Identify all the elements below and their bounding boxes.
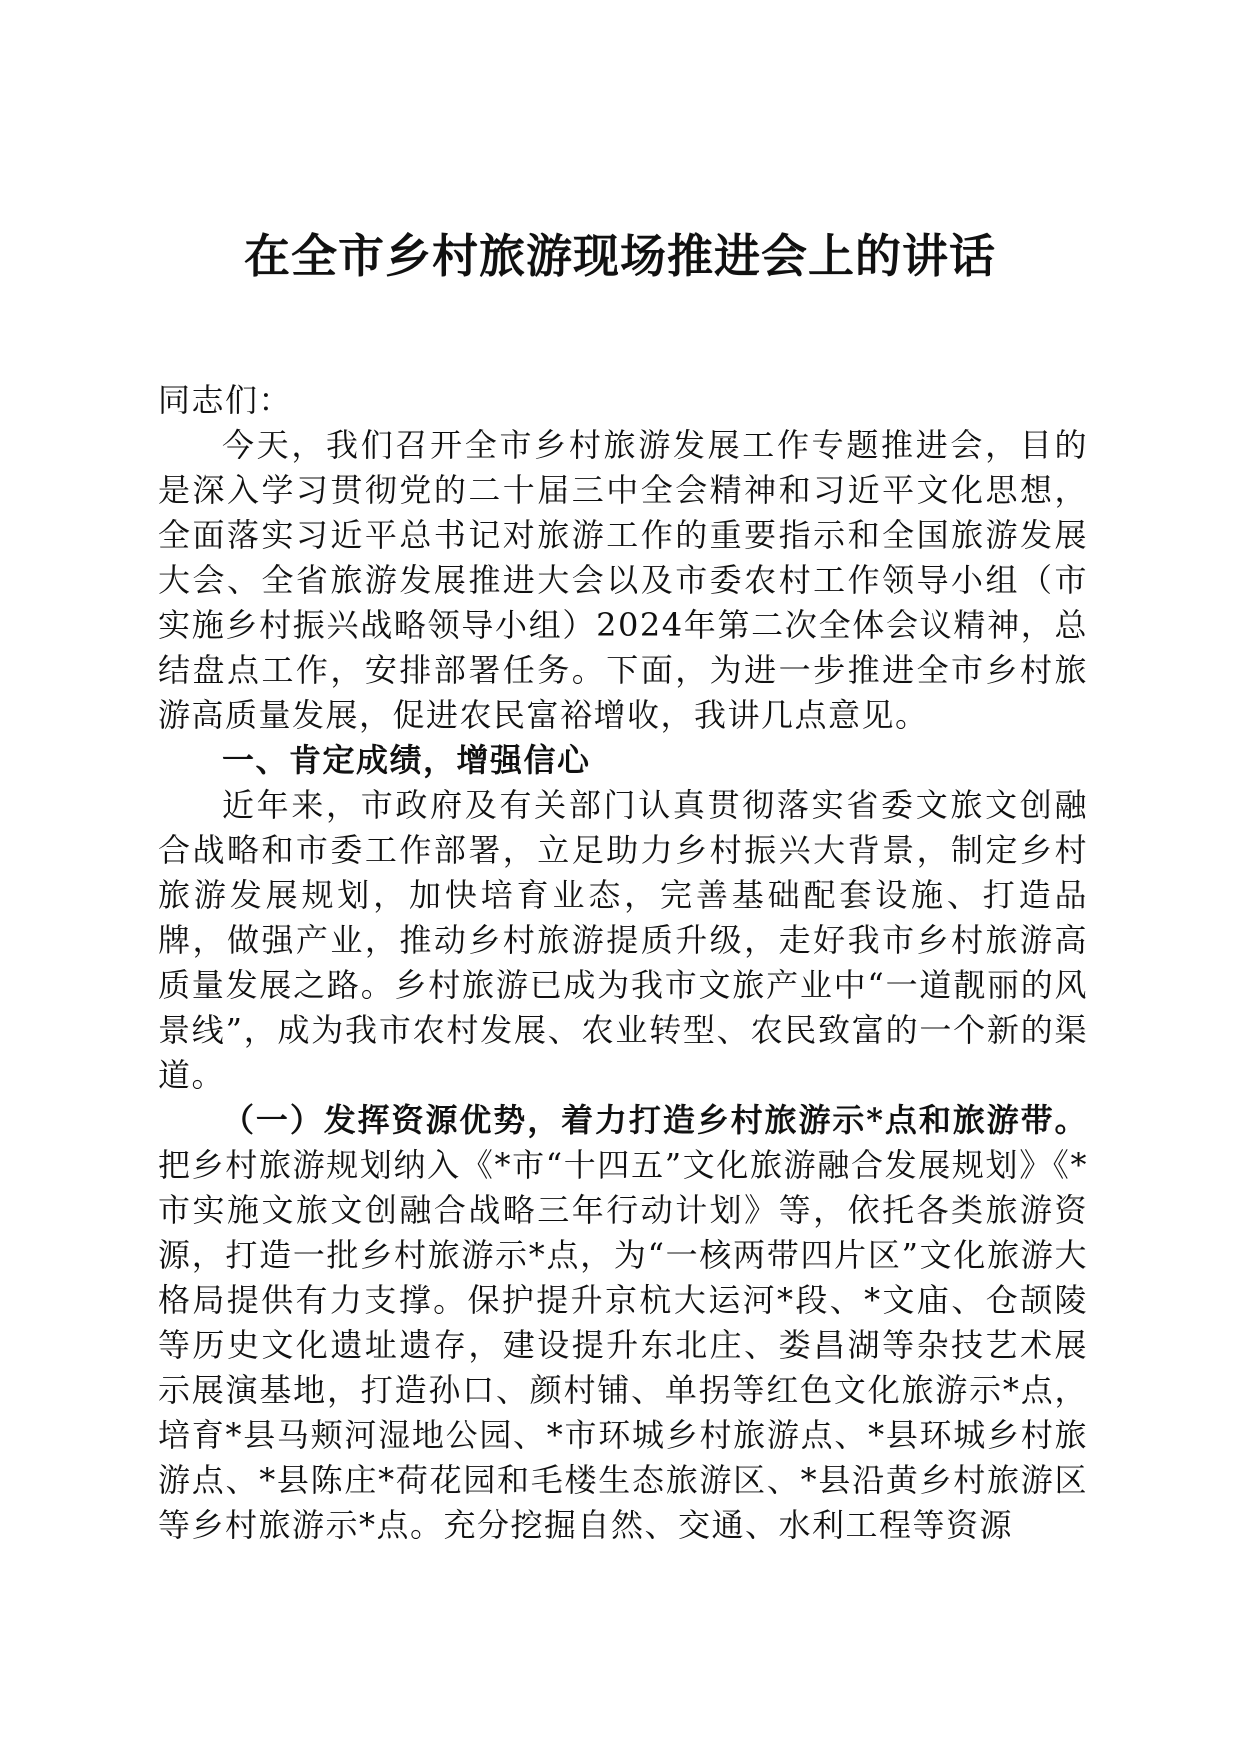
intro-paragraph: 今天，我们召开全市乡村旅游发展工作专题推进会，目的是深入学习贯彻党的二十届三中全会精神和习近平文化思想，全面落实习近平总书记对旅游工作的重要指示和全国旅游发展大会、全省旅游发展推进大会以及市委农村工作领导小组（市实施乡村振兴战略领导小组）2024年第二次全体会议精神，总结盘点工作，安排部署任务。下面，为进一步推进全市乡村旅游高质量发展，促进农民富裕增收，我讲几点意见。 — [158, 426, 1088, 734]
document-body — [158, 378, 1088, 1548]
section-1-paragraph: 近年来，市政府及有关部门认真贯彻落实省委文旅文创融合战略和市委工作部署，立足助力乡村振兴大背景，制定乡村旅游发展规划，加快培育业态，完善基础配套设施、打造品牌，做强产业，推动乡村旅游提质升级，走好我市乡村旅游高质量发展之路。乡村旅游已成为我市文旅产业中“一道靓丽的风景线”，成为我市农村发展、农业转型、农民致富的一个新的渠道。 — [158, 786, 1088, 1094]
subsection-1-paragraph — [158, 1098, 1088, 1548]
subsection-1-text: 把乡村旅游规划纳入《*市“十四五”文化旅游融合发展规划》《*市实施文旅文创融合战略三年行动计划》等，依托各类旅游资源，打造一批乡村旅游示*点，为“一核两带四片区”文化旅游大格局提供有力支撑。保护提升京杭大运河*段、*文庙、仓颉陵等历史文化遗址遗存，建设提升东北庄、娄昌湖等杂技艺术展示展演基地，打造孙口、颜村铺、单拐等红色文化旅游示*点，培育*县马颊河湿地公园、*市环城乡村旅游点、*县环城乡村旅游点、*县陈庄*荷花园和毛楼生态旅游区、*县沿黄乡村旅游区等乡村旅游示*点。充分挖掘自然、交通、水利工程等资源 — [158, 1146, 1088, 1544]
salutation: 同志们： — [158, 381, 293, 419]
document-title: 在全市乡村旅游现场推进会上的讲话 — [244, 229, 996, 283]
section-heading-1: 一、肯定成绩，增强信心 — [222, 741, 591, 779]
subsection-heading-1: （一）发挥资源优势，着力打造乡村旅游示*点和旅游带。 — [222, 1101, 1088, 1139]
